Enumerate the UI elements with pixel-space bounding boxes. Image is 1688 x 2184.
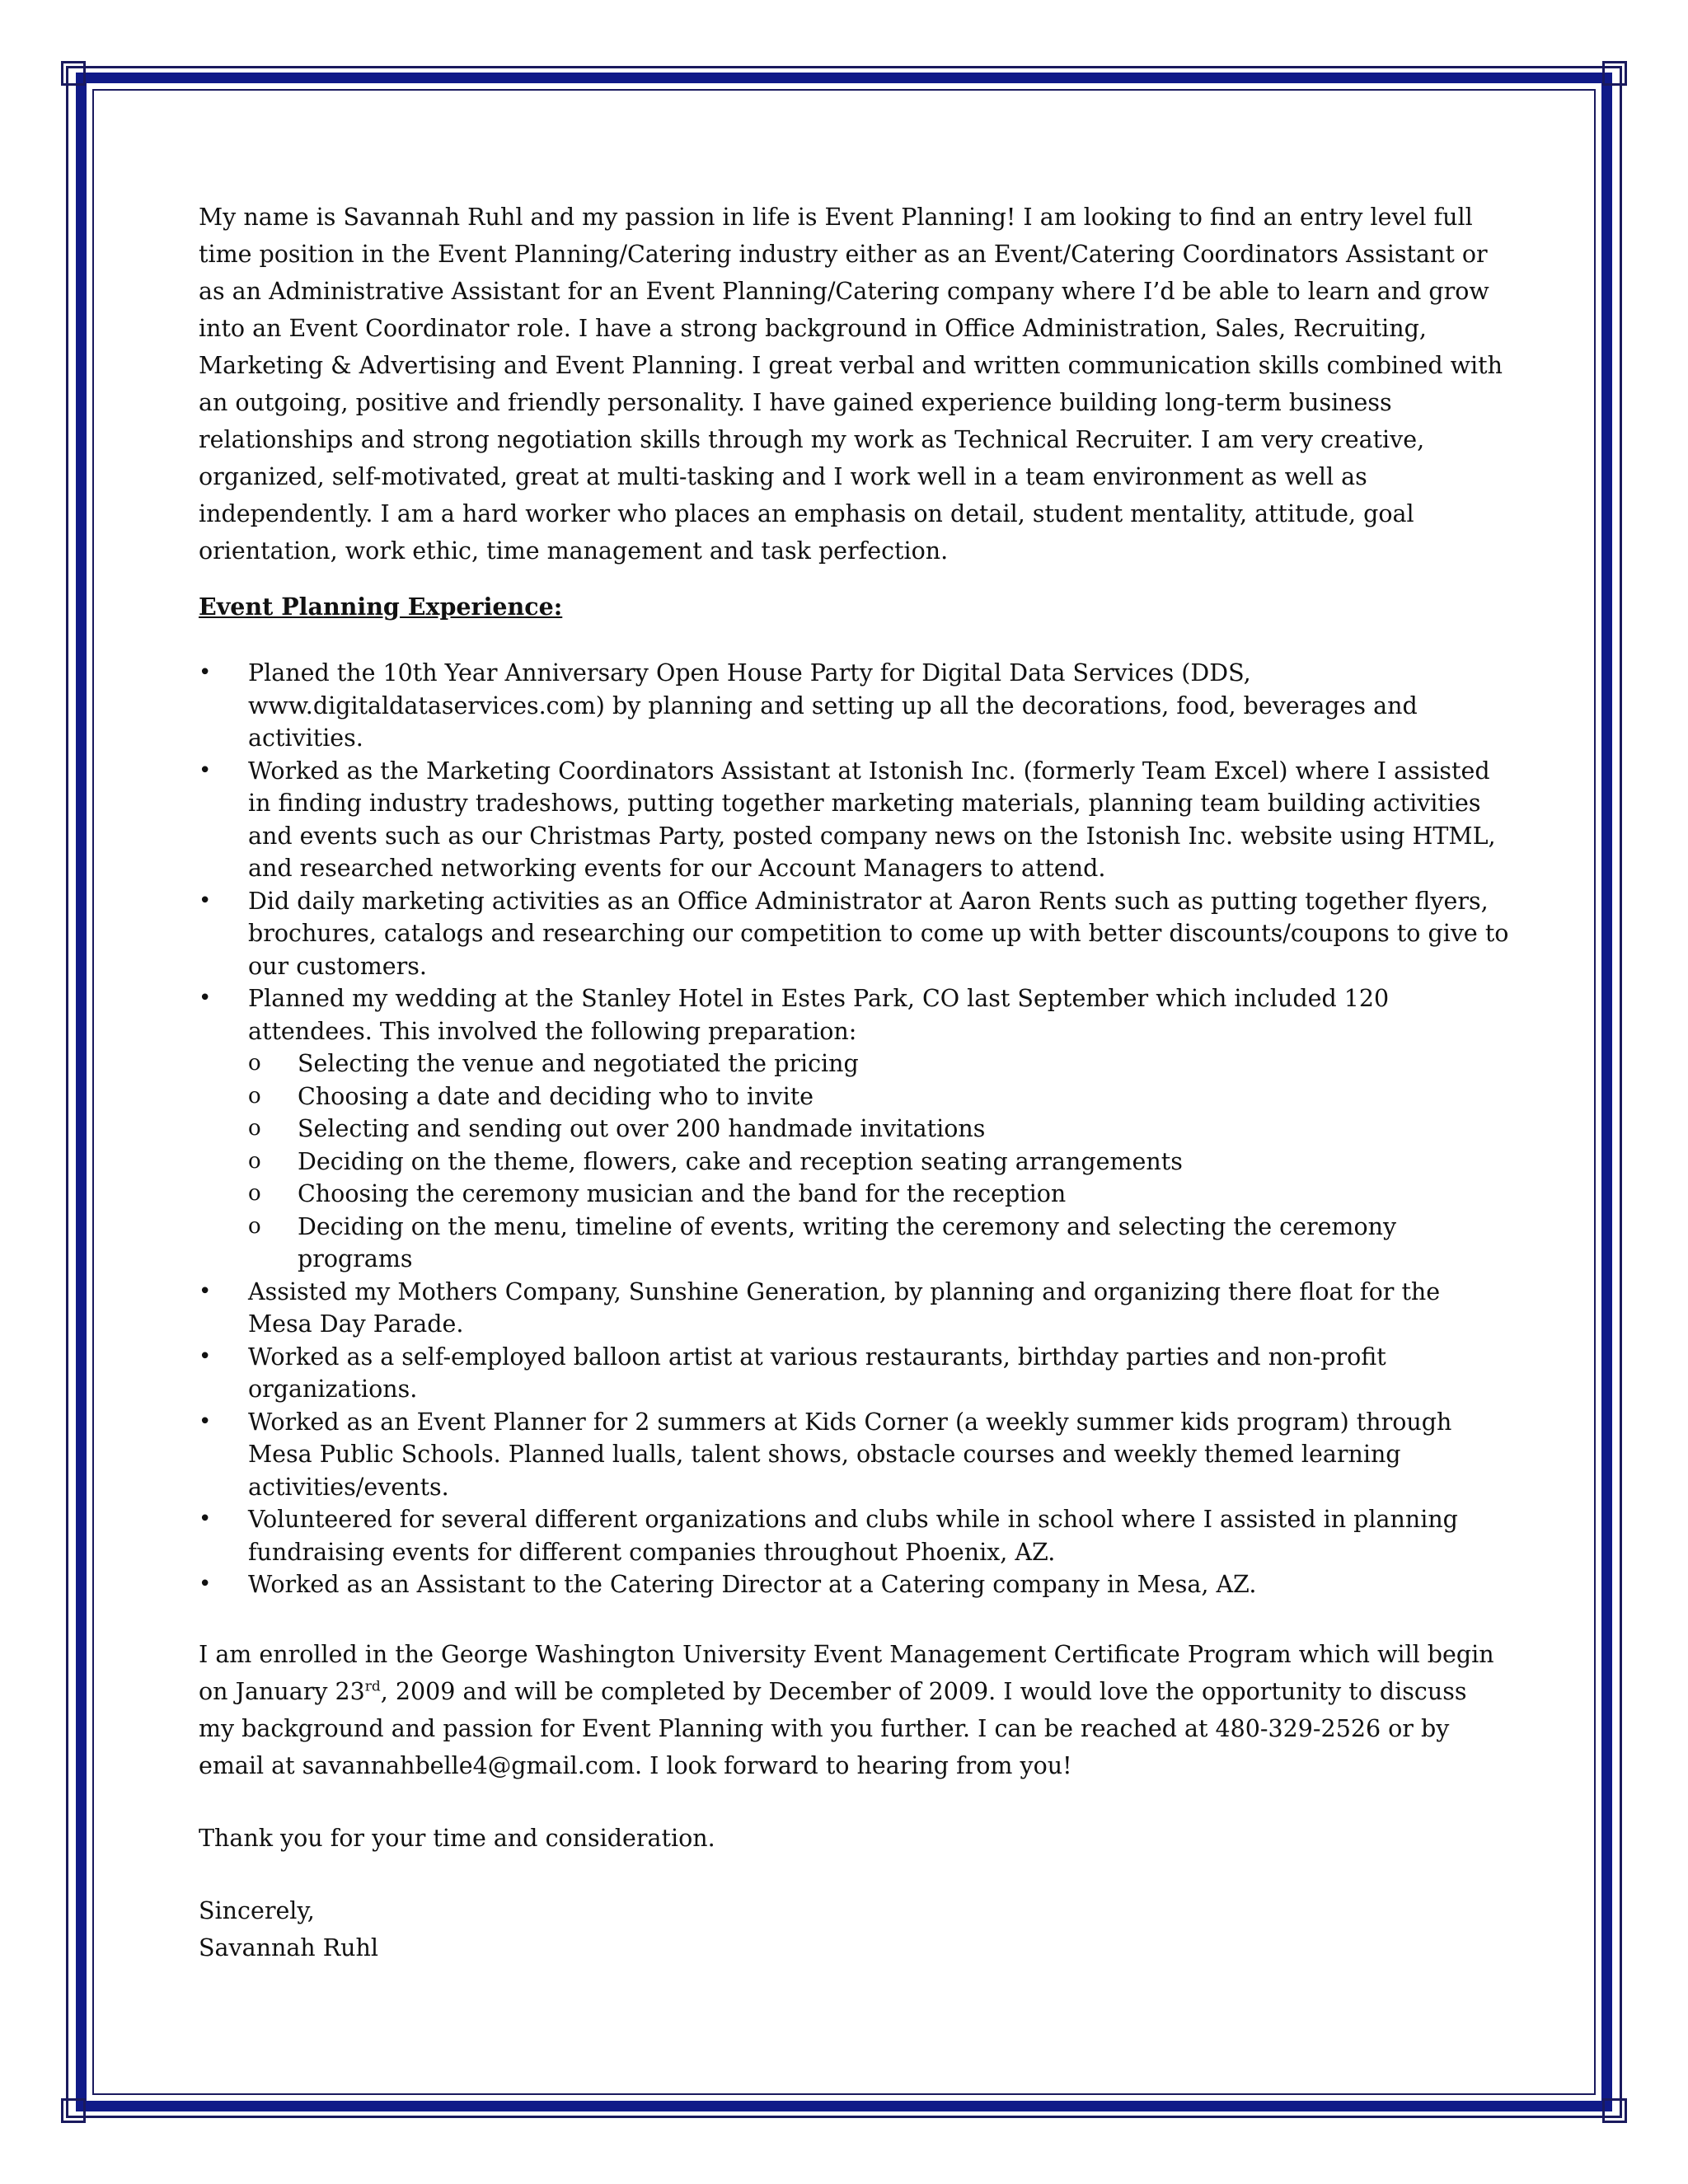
experience-text: Volunteered for several different organizations and clubs while in school where I assisted in planning fundraising events for different companies throughout Phoenix, AZ. bbox=[248, 1506, 1458, 1566]
list-item bbox=[199, 982, 1509, 1276]
list-item bbox=[248, 1047, 1509, 1080]
circle-bullet-icon: o bbox=[248, 1051, 261, 1076]
experience-text: Did daily marketing activities as an Office Administrator at Aaron Rents such as putting together flyers, brochures, catalogs and researching our competition to come up with better discounts/coupons to give to our customers. bbox=[248, 887, 1509, 980]
thanks-line: Thank you for your time and consideration. bbox=[199, 1824, 715, 1852]
list-item bbox=[248, 1178, 1509, 1211]
signoff: Sincerely, bbox=[199, 1896, 315, 1924]
circle-bullet-icon: o bbox=[248, 1116, 261, 1141]
wedding-steps-list bbox=[248, 1047, 1509, 1276]
corner-ornament-bottom-right bbox=[1602, 2098, 1627, 2123]
list-item bbox=[248, 1146, 1509, 1179]
bullet-icon: • bbox=[199, 1572, 212, 1596]
bullet-icon: • bbox=[199, 986, 212, 1010]
wedding-step-text: Selecting the venue and negotiated the pricing bbox=[298, 1050, 859, 1077]
experience-list bbox=[199, 657, 1509, 1601]
bullet-icon: • bbox=[199, 660, 212, 685]
experience-text: Worked as a self-employed balloon artist at various restaurants, birthday parties and non-profit organizations. bbox=[248, 1343, 1386, 1403]
list-item bbox=[199, 885, 1509, 983]
circle-bullet-icon: o bbox=[248, 1083, 261, 1108]
ordinal-suffix: rd bbox=[364, 1678, 381, 1694]
experience-heading: Event Planning Experience: bbox=[199, 593, 563, 621]
experience-text: Worked as an Assistant to the Catering Director at a Catering company in Mesa, AZ. bbox=[248, 1571, 1257, 1598]
letter-body bbox=[199, 199, 1509, 1966]
circle-bullet-icon: o bbox=[248, 1181, 261, 1206]
wedding-step-text: Deciding on the menu, timeline of events, writing the ceremony and selecting the ceremony programs bbox=[298, 1212, 1397, 1272]
corner-ornament-top-right bbox=[1602, 61, 1627, 86]
list-item bbox=[199, 1341, 1509, 1406]
list-item bbox=[248, 1080, 1509, 1113]
bullet-icon: • bbox=[199, 757, 212, 783]
list-item bbox=[199, 1568, 1509, 1601]
signoff-block bbox=[199, 1892, 1509, 1966]
list-item bbox=[248, 1113, 1509, 1146]
list-item bbox=[199, 1503, 1509, 1568]
list-item bbox=[199, 1276, 1509, 1341]
bullet-icon: • bbox=[199, 1278, 212, 1304]
bullet-icon: • bbox=[199, 1408, 212, 1434]
closing-text-part2: , 2009 and will be completed by December of 2009. I would love the opportunity to discuss my background and passion for Event Planning with you further. I can be reached at 480-329-2526 or by email at savannahbelle4@gmail.com. I look forward to hearing from you! bbox=[199, 1677, 1467, 1779]
circle-bullet-icon: o bbox=[248, 1148, 261, 1174]
list-item bbox=[199, 755, 1509, 885]
wedding-step-text: Choosing a date and deciding who to invite bbox=[298, 1082, 814, 1110]
wedding-step-text: Selecting and sending out over 200 handmade invitations bbox=[298, 1115, 986, 1142]
intro-paragraph: My name is Savannah Ruhl and my passion in life is Event Planning! I am looking to find an entry level full time position in the Event Planning/Catering industry either as an Event/Catering Coordinators Assistant or as an Administrative Assistant for an Event Planning/Catering company where I’d be able to learn and grow into an Event Coordinator role. I have a strong background in Office Administration, Sales, Recruiting, Marketing & Advertising and Event Planning. I great verbal and written communication skills combined with an outgoing, positive and friendly personality. I have gained experience building long-term business relationships and strong negotiation skills through my work as Technical Recruiter. I am very creative, organized, self-motivated, great at multi-tasking and I work well in a team environment as well as independently. I am a hard worker who places an emphasis on detail, student mentality, attitude, goal orientation, work ethic, time management and task perfection. bbox=[199, 204, 1503, 565]
signature-name: Savannah Ruhl bbox=[199, 1933, 379, 1961]
closing-paragraph bbox=[199, 1636, 1509, 1784]
bullet-icon: • bbox=[199, 1507, 212, 1531]
experience-text: Planed the 10th Year Anniversary Open House Party for Digital Data Services (DDS, www.digitaldataservices.com) by planning and setting up all the decorations, food, beverages and activities. bbox=[248, 659, 1418, 752]
bullet-icon: • bbox=[199, 888, 212, 913]
experience-text: Worked as the Marketing Coordinators Assistant at Istonish Inc. (formerly Team Excel) where I assisted in finding industry tradeshows, putting together marketing materials, planning team building activities and events such as our Christmas Party, posted company news on the Istonish Inc. website using HTML, and researched networking events for our Account Managers to attend. bbox=[248, 757, 1496, 882]
list-item bbox=[199, 1406, 1509, 1504]
wedding-step-text: Deciding on the theme, flowers, cake and reception seating arrangements bbox=[298, 1147, 1183, 1175]
experience-text: Assisted my Mothers Company, Sunshine Generation, by planning and organizing there float for the Mesa Day Parade. bbox=[248, 1277, 1441, 1338]
corner-ornament-bottom-left bbox=[61, 2098, 86, 2123]
experience-text: Worked as an Event Planner for 2 summers at Kids Corner (a weekly summer kids program) through Mesa Public Schools. Planned lualls, talent shows, obstacle courses and weekly themed learning activities/events. bbox=[248, 1408, 1452, 1501]
experience-text: Planned my wedding at the Stanley Hotel in Estes Park, CO last September which included 120 attendees. This involved the following preparation: bbox=[248, 985, 1390, 1045]
corner-ornament-top-left bbox=[61, 61, 86, 86]
closing-text-part1: I am enrolled in the George Washington University Event Management Certificate Program which will begin on January 23 bbox=[199, 1640, 1494, 1705]
circle-bullet-icon: o bbox=[248, 1213, 261, 1239]
wedding-step-text: Choosing the ceremony musician and the band for the reception bbox=[298, 1180, 1067, 1207]
list-item bbox=[199, 657, 1509, 755]
list-item bbox=[248, 1211, 1509, 1276]
bullet-icon: • bbox=[199, 1343, 212, 1369]
